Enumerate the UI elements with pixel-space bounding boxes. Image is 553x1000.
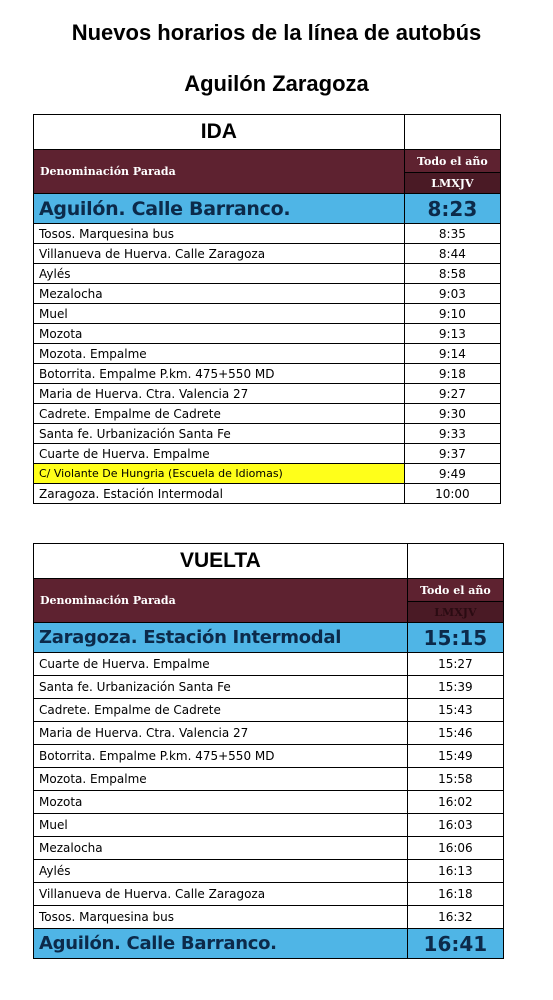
empty-cell: [407, 544, 503, 579]
stop-time: 15:43: [407, 699, 503, 722]
table-row: [34, 699, 504, 722]
stop-time: 10:00: [404, 484, 500, 504]
header-period: Todo el año: [407, 579, 503, 602]
stop-name: Maria de Huerva. Ctra. Valencia 27: [34, 722, 408, 745]
stop-time: 16:02: [407, 791, 503, 814]
table-row: [34, 814, 504, 837]
header-days: LMXJV: [404, 173, 500, 194]
stop-time: 16:18: [407, 883, 503, 906]
stop-time: 9:14: [404, 344, 500, 364]
table-row: [34, 324, 501, 344]
stop-name: Villanueva de Huerva. Calle Zaragoza: [34, 244, 405, 264]
table-row: [34, 484, 501, 504]
stop-name: C/ Violante De Hungria (Escuela de Idiomas): [34, 464, 405, 484]
stop-time: 9:10: [404, 304, 500, 324]
header-days: LMXJV: [407, 602, 503, 623]
stop-name: Botorrita. Empalme P.km. 475+550 MD: [34, 745, 408, 768]
table-row: [34, 424, 501, 444]
stop-name: Mozota: [34, 791, 408, 814]
stop-name: Tosos. Marquesina bus: [34, 906, 408, 929]
table-row: [34, 384, 501, 404]
stop-time: 16:41: [407, 929, 503, 959]
stop-time: 9:18: [404, 364, 500, 384]
direction-label: VUELTA: [34, 544, 408, 579]
stop-name: Cuarte de Huerva. Empalme: [34, 444, 405, 464]
stop-name: Mozota: [34, 324, 405, 344]
table-row: [34, 837, 504, 860]
stop-name: Botorrita. Empalme P.km. 475+550 MD: [34, 364, 405, 384]
stop-time: 9:13: [404, 324, 500, 344]
table-row: [34, 464, 501, 484]
stop-time: 15:46: [407, 722, 503, 745]
table-row: [34, 304, 501, 324]
table-row: [34, 264, 501, 284]
stop-time: 16:32: [407, 906, 503, 929]
stop-name: Muel: [34, 304, 405, 324]
table-row-destination: [34, 929, 504, 959]
stop-time: 9:30: [404, 404, 500, 424]
stop-name: Zaragoza. Estación Intermodal: [34, 623, 408, 653]
stop-name: Aguilón. Calle Barranco.: [34, 929, 408, 959]
stop-time: 9:33: [404, 424, 500, 444]
table-row: [34, 722, 504, 745]
stop-name: Santa fe. Urbanización Santa Fe: [34, 676, 408, 699]
stop-time: 8:35: [404, 224, 500, 244]
table-row-origin: [34, 194, 501, 224]
table-row: [34, 284, 501, 304]
table-row: [34, 224, 501, 244]
table-row: [34, 768, 504, 791]
stop-name: Villanueva de Huerva. Calle Zaragoza: [34, 883, 408, 906]
header-row: [34, 579, 504, 602]
stop-time: 9:49: [404, 464, 500, 484]
stop-time: 9:37: [404, 444, 500, 464]
stop-time: 15:27: [407, 653, 503, 676]
direction-row: [34, 544, 504, 579]
header-stop-name: Denominación Parada: [34, 150, 405, 194]
stop-time: 8:44: [404, 244, 500, 264]
table-row: [34, 364, 501, 384]
stop-time: 9:27: [404, 384, 500, 404]
stop-time: 15:39: [407, 676, 503, 699]
stop-name: Cadrete. Empalme de Cadrete: [34, 404, 405, 424]
stop-time: 16:13: [407, 860, 503, 883]
stop-name: Muel: [34, 814, 408, 837]
stop-time: 8:23: [404, 194, 500, 224]
stop-name: Tosos. Marquesina bus: [34, 224, 405, 244]
table-row: [34, 906, 504, 929]
stop-name: Aylés: [34, 860, 408, 883]
stop-time: 8:58: [404, 264, 500, 284]
stop-name: Aylés: [34, 264, 405, 284]
stop-time: 15:15: [407, 623, 503, 653]
direction-row: [34, 115, 501, 150]
stop-name: Mozota. Empalme: [34, 768, 408, 791]
table-row: [34, 344, 501, 364]
stop-time: 9:03: [404, 284, 500, 304]
table-row: [34, 653, 504, 676]
stop-time: 16:06: [407, 837, 503, 860]
table-row: [34, 244, 501, 264]
stop-name: Santa fe. Urbanización Santa Fe: [34, 424, 405, 444]
empty-cell: [404, 115, 500, 150]
stop-name: Mezalocha: [34, 284, 405, 304]
table-row: [34, 860, 504, 883]
stop-name: Zaragoza. Estación Intermodal: [34, 484, 405, 504]
stop-name: Cuarte de Huerva. Empalme: [34, 653, 408, 676]
table-row: [34, 676, 504, 699]
table-row: [34, 444, 501, 464]
page-subtitle: Aguilón Zaragoza: [184, 71, 369, 96]
stop-time: 15:58: [407, 768, 503, 791]
header-stop-name: Denominación Parada: [34, 579, 408, 623]
vuelta-schedule-table: [33, 543, 504, 959]
stop-name: Aguilón. Calle Barranco.: [34, 194, 405, 224]
direction-label: IDA: [34, 115, 405, 150]
stop-time: 15:49: [407, 745, 503, 768]
table-row: [34, 883, 504, 906]
page-title: Nuevos horarios de la línea de autobús: [71, 20, 482, 45]
table-row-origin: [34, 623, 504, 653]
stop-name: Maria de Huerva. Ctra. Valencia 27: [34, 384, 405, 404]
ida-schedule-table: [33, 114, 501, 504]
stop-name: Mezalocha: [34, 837, 408, 860]
table-row: [34, 791, 504, 814]
table-row: [34, 745, 504, 768]
stop-time: 16:03: [407, 814, 503, 837]
stop-name: Mozota. Empalme: [34, 344, 405, 364]
stop-name: Cadrete. Empalme de Cadrete: [34, 699, 408, 722]
header-row: [34, 150, 501, 173]
table-row: [34, 404, 501, 424]
header-period: Todo el año: [404, 150, 500, 173]
